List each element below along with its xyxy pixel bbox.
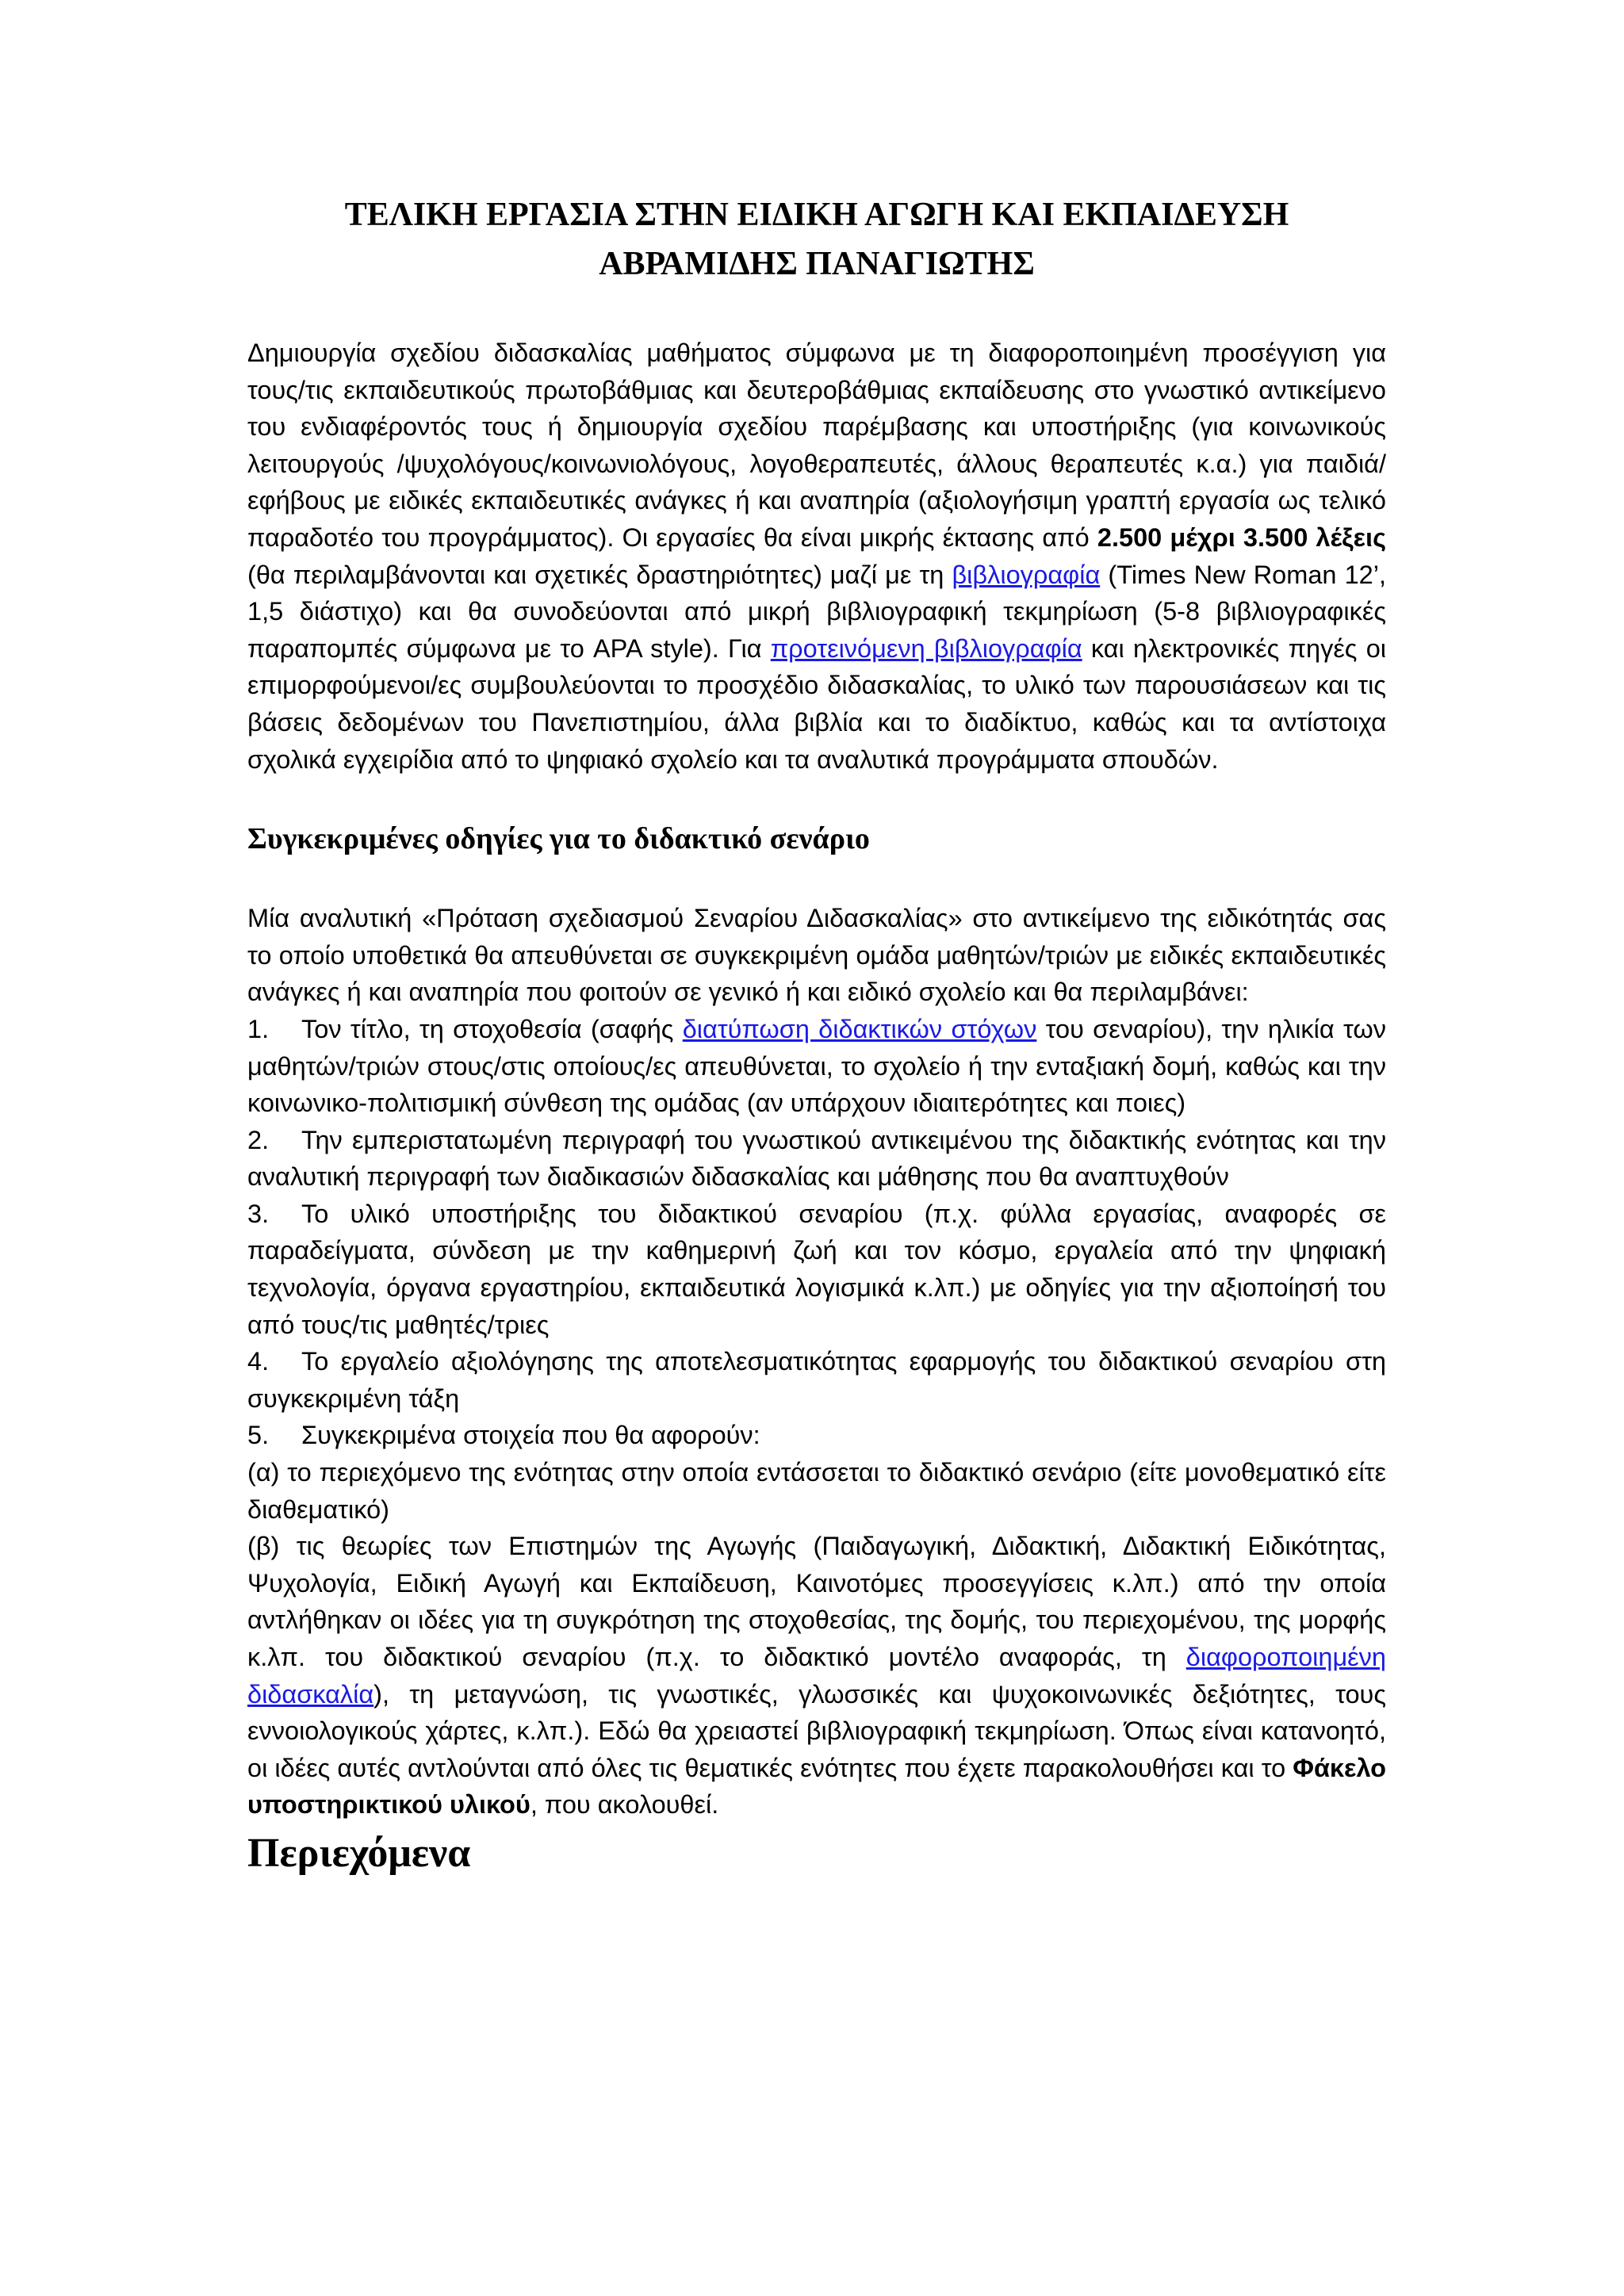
- sub-b-text-1: (β) τις θεωρίες των Επιστημών της Αγωγής (Παιδαγωγική, Διδακτική, Διδακτική Ειδικότητας, Ψυχολογία, Ειδική Αγωγή και Εκπαίδευση, Καινοτόμες προσεγγίσεις κ.λπ.) από την οποία αντλήθηκαν οι ιδέες για τη συγκρότηση της στοχοθεσίας, της δομής, του περιεχομένου, της μορφής κ.λπ. του διδακτικού σεναρίου (π.χ. το διδακτικό μοντέλο αναφοράς, τη: [247, 1532, 1386, 1671]
- list-item-5: [247, 1417, 1386, 1454]
- intro-text-2: (θα περιλαμβάνονται και σχετικές δραστηριότητες) μαζί με τη: [247, 560, 952, 589]
- list-item-1: [247, 1011, 1386, 1122]
- intro-text-1: Δημιουργία σχεδίου διδασκαλίας μαθήματος σύμφωνα με τη διαφοροποιημένη προσέγγιση για τους/τις εκπαιδευτικούς πρωτοβάθμιας και δευτεροβάθμιας εκπαίδευσης στο γνωστικό αντικείμενο του ενδιαφέροντός τους ή δημιουργία σχεδίου παρέμβασης και υποστήριξης (για κοινωνικούς λειτουργούς /ψυχολόγους/κοινωνιολόγους, λογοθεραπευτές, άλλους θεραπευτές κ.α.) για παιδιά/εφήβους με ειδικές εκπαιδευτικές ανάγκες ή και αναπηρία (αξιολογήσιμη γραπτή εργασία ως τελικό παραδοτέο του προγράμματος). Οι εργασίες θα είναι μικρής έκτασης από: [247, 339, 1386, 552]
- scenario-intro-paragraph: Μία αναλυτική «Πρόταση σχεδιασμού Σεναρίου Διδασκαλίας» στο αντικείμενο της ειδικότητάς σας το οποίο υποθετικά θα απευθύνεται σε συγκεκριμένη ομάδα μαθητών/τριών με ειδικές εκπαιδευτικές ανάγκες ή και αναπηρία που φοιτούν σε γενικό ή και ειδικό σχολείο και θα περιλαμβάνει:: [247, 904, 1386, 1007]
- differentiated-teaching-link[interactable]: διαφοροποιημένη διδασκαλία: [247, 1643, 1386, 1709]
- contents-heading: Περιεχόμενα: [247, 1830, 471, 1876]
- item-1-text-2: του σεναρίου), την ηλικία των μαθητών/τριών στους/στις οποίους/ες απευθύνεται, το σχολείο ή την ενταξιακή δομή, καθώς και την κοινωνικο-πολιτισμική σύνθεση της ομάδας (αν υπάρχουν ιδιαιτερότητες και ποιες): [247, 1014, 1386, 1118]
- intro-text-4: και ηλεκτρονικές πηγές οι επιμορφούμενοι/ες συμβουλεύονται το προσχέδιο διδασκαλίας, το υλικό των παρουσιάσεων και τις βάσεις δεδομένων του Πανεπιστημίου, άλλα βιβλία και το διαδίκτυο, καθώς και τα αντίστοιχα σχολικά εγχειρίδια από το ψηφιακό σχολείο και τα αναλυτικά προγράμματα σπουδών.: [247, 633, 1386, 774]
- title-line-1: ΤΕΛΙΚΗ ΕΡΓΑΣΙΑ ΣΤΗΝ ΕΙΔΙΚΗ ΑΓΩΓΗ ΚΑΙ ΕΚΠΑΙΔΕΥΣΗ: [344, 197, 1289, 233]
- sub-item-a: (α) το περιεχόμενο της ενότητας στην οποία εντάσσεται το διδακτικό σενάριο (είτε μονοθεματικό είτε διαθεματικό): [247, 1458, 1386, 1524]
- item-2-text: Την εμπεριστατωμένη περιγραφή του γνωστικού αντικειμένου της διδακτικής ενότητας και την αναλυτική περιγραφή των διαδικασιών διδασκαλίας και μάθησης που θα αναπτυχθούν: [247, 1125, 1386, 1192]
- list-number: 2.: [247, 1125, 270, 1154]
- list-item-4: [247, 1343, 1386, 1417]
- list-number: 4.: [247, 1347, 270, 1376]
- item-3-text: Το υλικό υποστήριξης του διδακτικού σεναρίου (π.χ. φύλλα εργασίας, αναφορές σε παραδείγματα, σύνδεση με την καθημερινή ζωή και τον κόσμο, εργαλεία από την ψηφιακή τεχνολογία, όργανα εργαστηρίου, εκπαιδευτικά λογισμικά κ.λπ.) με οδηγίες για την αξιοποίησή του από τους/τις μαθητές/τριες: [247, 1199, 1386, 1339]
- teaching-goals-link[interactable]: διατύπωση διδακτικών στόχων: [682, 1014, 1037, 1043]
- word-count-bold: 2.500 μέχρι 3.500 λέξεις: [1097, 522, 1386, 552]
- item-4-text: Το εργαλείο αξιολόγησης της αποτελεσματικότητας εφαρμογής του διδακτικού σεναρίου στη συγκεκριμένη τάξη: [247, 1347, 1386, 1413]
- title-line-2: ΑΒΡΑΜΙΔΗΣ ΠΑΝΑΓΙΩΤΗΣ: [599, 246, 1035, 282]
- section-heading: Συγκεκριμένες οδηγίες για το διδακτικό σενάριο: [247, 822, 870, 856]
- sub-item-b: [247, 1528, 1386, 1823]
- sub-b-text-2: ), τη μεταγνώση, τις γνωστικές, γλωσσικές και ψυχοκοινωνικές δεξιότητες, τους εννοιολογικούς χάρτες, κ.λπ.). Εδώ θα χρειαστεί βιβλιογραφική τεκμηρίωση. Όπως είναι κατανοητό, οι ιδέες αυτές αντλούνται από όλες τις θεματικές ενότητες που έχετε παρακολουθήσει και το: [247, 1679, 1386, 1782]
- support-folder-bold: Φάκελο υποστηρικτικού υλικού: [247, 1753, 1386, 1820]
- document-body: [247, 335, 1386, 1879]
- list-number: 3.: [247, 1199, 270, 1228]
- document-title: [247, 190, 1386, 289]
- item-1-text-1: Τον τίτλο, τη στοχοθεσία (σαφής: [301, 1014, 683, 1043]
- list-number: 5.: [247, 1421, 270, 1450]
- list-number: 1.: [247, 1014, 270, 1043]
- intro-text-3: (Times New Roman 12’, 1,5 διάστιχο) και θα συνοδεύονται από μικρή βιβλιογραφική τεκμηρίωση (5-8 βιβλιογραφικές παραπομπές σύμφωνα με το APA style). Για: [247, 560, 1386, 663]
- suggested-bibliography-link[interactable]: προτεινόμενη βιβλιογραφία: [770, 633, 1082, 663]
- sub-b-text-3: , που ακολουθεί.: [530, 1790, 719, 1820]
- list-item-2: [247, 1122, 1386, 1196]
- intro-paragraph: [247, 335, 1386, 778]
- item-5-text: Συγκεκριμένα στοιχεία που θα αφορούν:: [301, 1421, 760, 1450]
- bibliography-link[interactable]: βιβλιογραφία: [952, 560, 1101, 589]
- list-item-3: [247, 1196, 1386, 1343]
